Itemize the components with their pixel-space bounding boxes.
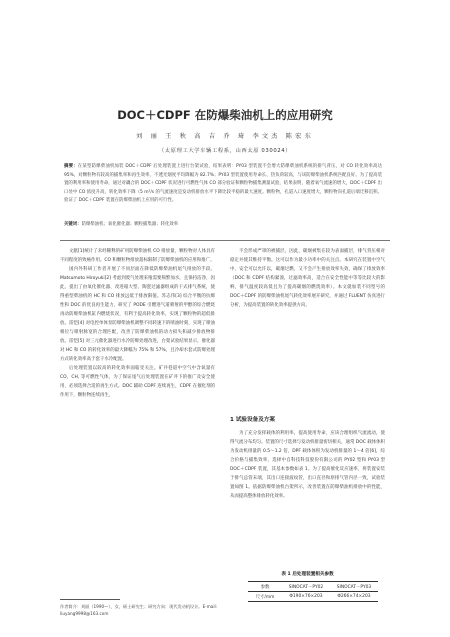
keywords-text: 防爆柴油机；氧化催化器；颗粒捕集器；转化效率 xyxy=(81,222,179,227)
table-row xyxy=(248,592,378,601)
keywords xyxy=(64,221,382,227)
body-paragraph: 后处理装置以较高的转化效率面临受关注。矿井巷道中空气中含氧量有 CO、CH, 等可燃性气体，为了保证尾气后处理装置在矿井下的推广及安全使用，必须选择合适的再生方式。DOC 辅助 CDPF 连续再生，CDPF 在催化剂的作用下，颗粒物连续再生， xyxy=(60,366,215,398)
abstract-label: 摘要： xyxy=(64,164,78,169)
table-header-cell: SINOCAT－PY03 xyxy=(336,584,372,590)
right-column xyxy=(230,247,385,310)
table-header-row xyxy=(248,582,378,591)
parameter-table xyxy=(248,581,378,602)
body-paragraph: 国内外科研工作者开展了不同层面在降低防爆柴油机尾气排放的手段。Matsumoto Hiroyuki[2] 考虑到废气处理来殖需要频繁加水，且保持洁净，因此，提出了由氧化催化器、改进箱大型、陶瓷过滤器组成的干式排气系统，使得重型柴油机的 HC 和 CO 排放远低于排放限值。苏志伟[3] 综合平衡的抗爆性和 DOC 的优良再生能力，研究了 PODE 引燃进气道喷射的甲醇的综合燃烧再动防爆柴油机缸内燃烧状况，有利于提高转化效率，实现了颗粒物的超低排放。雷恺[4] 对电控单体泵防爆柴油机调整不同转速下的喷油时刻，实现了喷油相位与喷射脉宽的合理匹配，改善了防爆柴油机的动力损失和减少排放物排放。雷恺[5] 对三元催化器进行水冷防爆处理改进，台架试验结果显示，催化器对 HC 和 CO 的转化效率的最大降幅为 75% 和 57%，且冷却水套式防爆处理方式转化效率高于套干水冷配置。 xyxy=(60,267,215,362)
table-header-cell: SINOCAT－PY02 xyxy=(288,584,324,590)
left-column xyxy=(60,247,215,400)
keywords-label: 关键词： xyxy=(64,222,82,227)
table-header-cell: 参数 xyxy=(260,584,270,590)
table-caption: 表 1 后处理装置相关参数 xyxy=(281,572,334,577)
section-body xyxy=(230,429,385,501)
footnote-divider xyxy=(60,599,120,600)
table-rule xyxy=(248,601,378,602)
table-cell: 尺寸/mm xyxy=(255,594,275,600)
author-list: 刘 丽 王 秋 高 吉 乔 琦 李文杰 陈宏东 xyxy=(136,133,314,140)
header-divider xyxy=(60,240,390,241)
abstract-text: 在某型防爆柴油机加装 DOC＋CDPF 后处理装置上进行台架试验，结果表明：PY03 型装置不会增大防爆柴油机系统的排气背压，对 CO 转化效率高达 95%，对颗粒物有较高的捕集率和再生效率，不透光烟度平均降幅为 82.7%；PY03 型装置使用寿命长、热负荷较高，与该防爆柴油机系统匹配良好。为了提高装置的利用率和使用寿命，通过对耦合的 DOC＋CDPF 状况进行可燃性气体 CO 部分验证和颗粒物捕集测量试验，结果表明，随着氧气流速的增大，DOC＋CDPF 出口处中 CO 浓度升高，转化效率下降（5 m³/s 的气流速度是发动机排放水平下降比较平稳的最大速度。颗粒物，孔道入口速度增大，颗粒物向孔道后端迁移沉积。验证了 DOC＋CDPF 装置在防爆柴油机上应用的可行性。 xyxy=(64,164,382,204)
table-cell: Φ266×74×203 xyxy=(337,594,371,599)
abstract xyxy=(64,163,382,206)
author-footnote: 作者简介：刘丽（1990—），女，硕士研究生；研究方向：现代发动机设计。E-mail: liuyang9998@163.com xyxy=(60,604,218,617)
section-heading: 1 试验设备及方案 xyxy=(230,417,275,423)
body-paragraph: 文献[1]统计了未经稀释的矿用防爆柴油机 CO 排放量，颗粒物对人体具有不同程度的致癌作用。CO 和颗粒物排放超标限制了防爆柴油机的应用和推广。 xyxy=(60,249,215,263)
body-paragraph: 不会形成严罩的被捕层，因此，碳烟被集在较为表面捕层，排气背压相对稳定并使其维持平衡。这可以作为最小功率中的关注点。本研究在装置中空气中、安全可以允许以，碳烟过燃，又不会产生排放效率失效，确保了排放效率（DOC 和 CDPF 结构紧凑，过滤效率高，适合在安全性能中等等比较大的影响，排气温度较高低且为了提高碳烟的燃烧效率）。本文就加装不同型号的 DOC＋CDPF 的防爆柴油机尾气转化效率展开研究，并通过 FLUENT 仿真进行分析，为提高装置的转化效率提供方向。 xyxy=(230,249,385,308)
affiliation: （太原理工大学车辆工程系，山西太原 030024） xyxy=(158,148,292,154)
table-cell: Φ190×76×203 xyxy=(289,594,323,599)
paper-title: DOC＋CDPF 在防爆柴油机上的应用研究 xyxy=(117,108,333,122)
body-paragraph: 为了充分发挥载体的利用率，提高使用寿命，应该合理组织气流流动，使得气流分布均匀。装置的尺寸选择与发动机排量密切相关，通常 DOC 载体体积为发动机排量的 0.5～1.2 倍，DPF 载体体积为发动机排量的 1～4 倍[6]，综合价格与捕集效率，选择中自科技科技股份有限公司的 PY02 型和 PY03 型 DOC＋CDPF 装置，其基本参数如表 1。为了提高催化反应速率，将装置安装于排气总管末端，其出口连接波纹管，出口直径和原排气管内径一致，试验装置如图 1。依据防爆柴油机台架所示，改善装置在防爆柴油机排放中的性能，从而提高整体排放转化效率。 xyxy=(230,431,385,499)
